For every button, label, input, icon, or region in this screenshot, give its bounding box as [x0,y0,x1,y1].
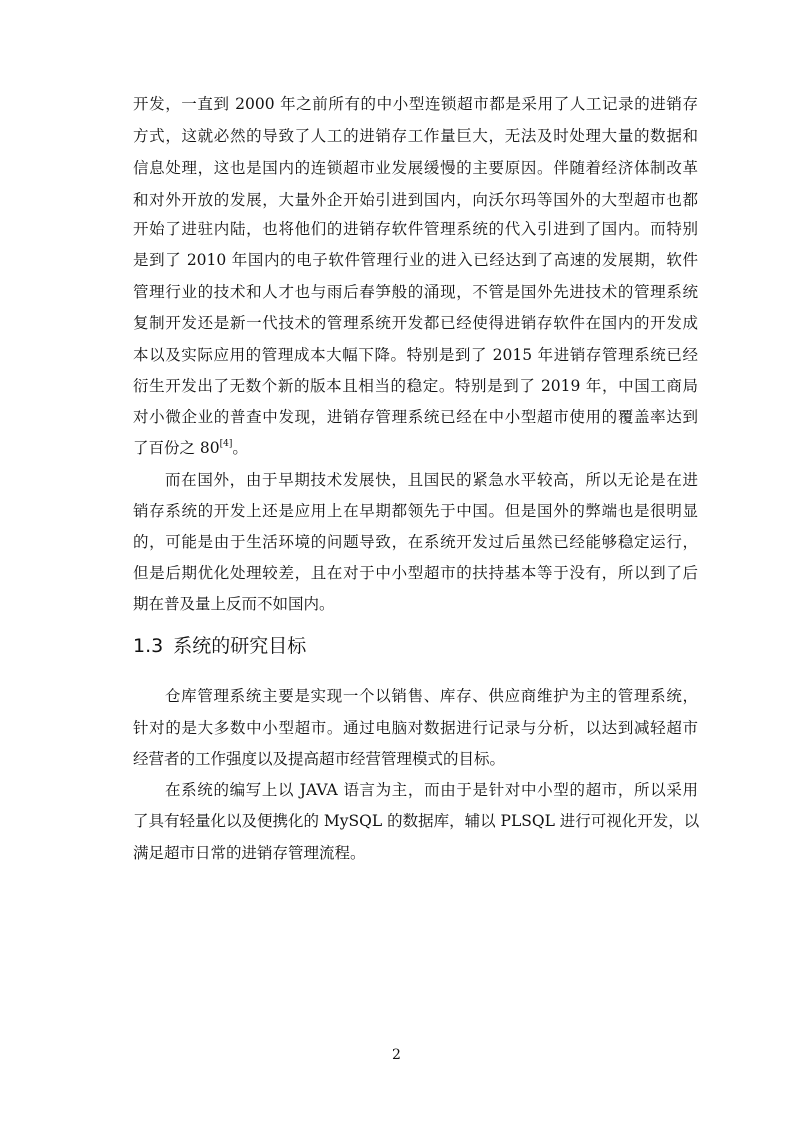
text-line: 针对的是大多数中小型超市。通过电脑对数据进行记录与分析，以达到减轻超市 [133,719,698,737]
text-line: 衍生开发出了无数个新的版本且相当的稳定。特别是到了 2019 年，中国工商局 [133,377,698,395]
text-line: 和对外开放的发展，大量外企开始引进到国内，向沃尔玛等国外的大型超市也都 [133,191,698,209]
citation-reference: [4] [219,439,233,449]
section-number: 1.3 [133,635,164,657]
text-line: 满足超市日常的进销存管理流程。 [133,844,366,862]
text-line: 的，可能是由于生活环境的问题导致，在系统开发过后虽然已经能够稳定运行， [133,533,698,551]
text-line: 方式，这就必然的导致了人工的进销存工作量巨大，无法及时处理大量的数据和 [133,127,698,145]
text-line: 本以及实际应用的管理成本大幅下降。特别是到了 2015 年进销存管理系统已经 [133,346,698,364]
text-line: 管理行业的技术和人才也与雨后春笋般的涌现，不管是国外先进技术的管理系统 [133,283,698,301]
text-line: 信息处理，这也是国内的连锁超市业发展缓慢的主要原因。伴随着经济体制改革 [133,159,698,177]
text-line: 销存系统的开发上还是应用上在早期都领先于中国。但是国外的弊端也是很明显 [133,502,698,520]
page-number: 2 [392,1047,401,1063]
text-line: 经营者的工作强度以及提高超市经营管理模式的目标。 [133,750,506,768]
section-title: 系统的研究目标 [173,635,307,657]
text-line [133,438,698,458]
text-line: 但是后期优化处理较差，且在对于中小型超市的扶持基本等于没有，所以到了后 [133,564,698,582]
text-line: 复制开发还是新一代技术的管理系统开发都已经使得进销存软件在国内的开发成 [133,314,698,332]
text-line: 对小微企业的普查中发现，进销存管理系统已经在中小型超市使用的覆盖率达到 [133,408,698,426]
section-heading [133,634,306,658]
text-line: 开发，一直到 2000 年之前所有的中小型连锁超市都是采用了人工记录的进销存 [133,95,698,113]
text-line: 仓库管理系统主要是实现一个以销售、库存、供应商维护为主的管理系统， [165,687,698,705]
text-line: 开始了进驻内陆，也将他们的进销存软件管理系统的代入引进到了国内。而特别 [133,220,698,238]
text-segment: 了百份之 80 [133,439,220,457]
text-line: 在系统的编写上以 JAVA 语言为主，而由于是针对中小型的超市，所以采用 [165,781,698,799]
text-line: 而在国外，由于早期技术发展快，且国民的紧急水平较高，所以无论是在进 [165,471,698,489]
text-line: 期在普及量上反而不如国内。 [133,595,335,613]
text-segment: 。 [232,439,248,457]
text-line: 是到了 2010 年国内的电子软件管理行业的进入已经达到了高速的发展期，软件 [133,251,698,269]
text-line: 了具有轻量化以及便携化的 MySQL 的数据库，辅以 PLSQL 进行可视化开发，以 [133,812,700,830]
